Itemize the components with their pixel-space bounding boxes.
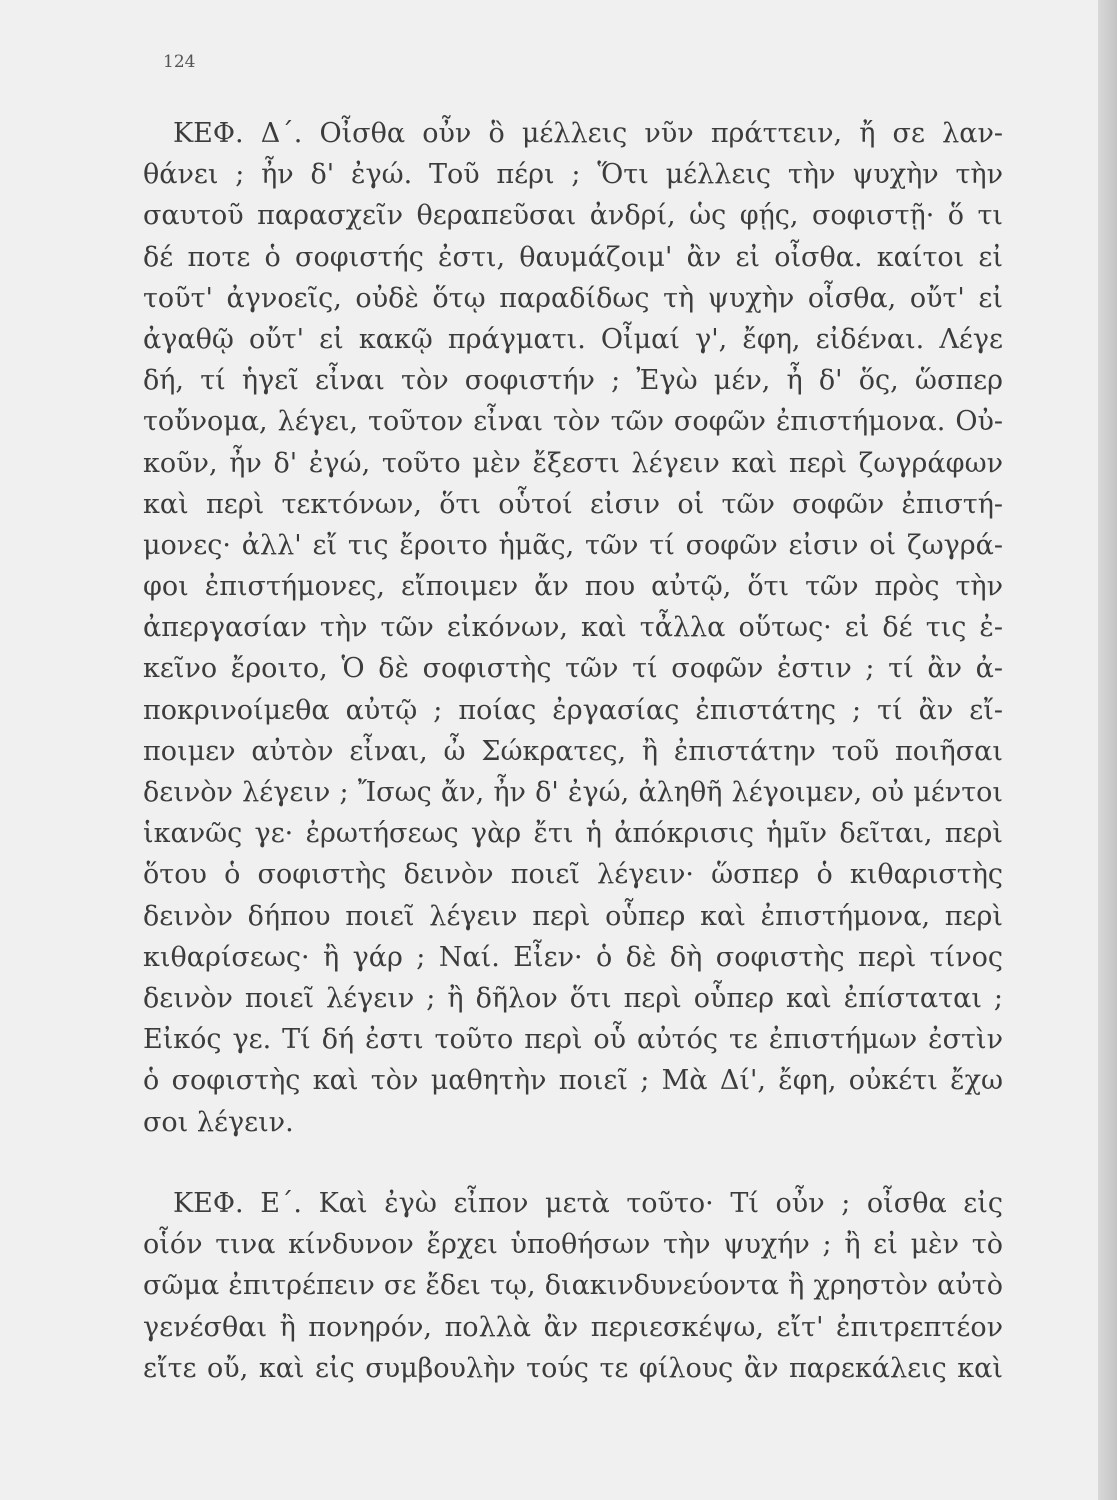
text-line: δεινὸν λέγειν ; Ἴσως ἄν, ἦν δ' ἐγώ, ἀληθῆ λέγοιμεν, οὐ μέντοι <box>143 777 1003 808</box>
text-line: γενέσθαι ἢ πονηρόν, πολλὰ ἂν περιεσκέψω, εἴτ' ἐπιτρεπτέον <box>143 1311 1003 1343</box>
text-line: μονες· ἀλλ' εἴ τις ἔροιτο ἡμᾶς, τῶν τί σοφῶν εἰσιν οἱ ζωγρά- <box>143 529 1003 561</box>
text-line: ἀγαθῷ οὔτ' εἰ κακῷ πράγματι. Οἶμαί γ', ἔφη, εἰδέναι. Λέγε <box>143 323 1003 355</box>
text-line: ΚΕΦ. Ε΄. Καὶ ἐγὼ εἶπον μετὰ τοῦτο· Τί οὖν ; οἶσθα εἰς <box>173 1188 1003 1219</box>
page-number: 124 <box>163 52 196 72</box>
chapter-5-paragraph <box>143 1183 1003 1389</box>
text-line: δεινὸν δήπου ποιεῖ λέγειν περὶ οὗπερ καὶ ἐπιστήμονα, περὶ <box>143 900 1003 932</box>
text-line: θάνει ; ἦν δ' ἐγώ. Τοῦ πέρι ; Ὅτι μέλλεις τὴν ψυχὴν τὴν <box>143 159 1003 191</box>
text-line: καὶ περὶ τεκτόνων, ὅτι οὗτοί εἰσιν οἱ τῶν σοφῶν ἐπιστή- <box>143 488 1003 520</box>
text-line: ποιμεν αὐτὸν εἶναι, ὦ Σώκρατες, ἢ ἐπιστάτην τοῦ ποιῆσαι <box>143 735 1003 767</box>
text-line: δεινὸν ποιεῖ λέγειν ; ἢ δῆλον ὅτι περὶ οὗπερ καὶ ἐπίσταται ; <box>143 982 1003 1014</box>
chapter-4-paragraph <box>143 113 1003 1143</box>
text-line: κιθαρίσεως· ἢ γάρ ; Ναί. Εἶεν· ὁ δὲ δὴ σοφιστὴς περὶ τίνος <box>143 941 1003 973</box>
text-line: ποκρινοίμεθα αὐτῷ ; ποίας ἐργασίας ἐπιστάτης ; τί ἂν εἴ- <box>143 694 1003 726</box>
text-line: ὅτου ὁ σοφιστὴς δεινὸν ποιεῖ λέγειν· ὥσπερ ὁ κιθαριστὴς <box>143 859 1003 891</box>
text-line: ὁ σοφιστὴς καὶ τὸν μαθητὴν ποιεῖ ; Μὰ Δί', ἔφη, οὐκέτι ἔχω <box>143 1065 1003 1097</box>
text-line: ΚΕΦ. Δ΄. Οἶσθα οὖν ὃ μέλλεις νῦν πράττειν, ἤ σε λαν- <box>173 118 1003 149</box>
text-line: κοῦν, ἦν δ' ἐγώ, τοῦτο μὲν ἔξεστι λέγειν καὶ περὶ ζωγράφων <box>143 447 1003 479</box>
text-line: ἀπεργασίαν τὴν τῶν εἰκόνων, καὶ τἆλλα οὕτως· εἰ δέ τις ἐ- <box>143 612 1003 644</box>
text-line: οἷόν τινα κίνδυνον ἔρχει ὑποθήσων τὴν ψυχήν ; ἢ εἰ μὲν τὸ <box>143 1229 1003 1261</box>
text-line: δέ ποτε ὁ σοφιστής ἐστι, θαυμάζοιμ' ἂν εἰ οἶσθα. καίτοι εἰ <box>143 241 1003 273</box>
text-line: δή, τί ἡγεῖ εἶναι τὸν σοφιστήν ; Ἐγὼ μέν, ἦ δ' ὅς, ὥσπερ <box>143 365 1003 397</box>
book-spine-shadow <box>1098 0 1117 1500</box>
text-line: σαυτοῦ παρασχεῖν θεραπεῦσαι ἀνδρί, ὡς φῄς, σοφιστῇ· ὅ τι <box>143 200 1003 232</box>
text-line: εἴτε οὔ, καὶ εἰς συμβουλὴν τούς τε φίλους ἂν παρεκάλεις καὶ <box>143 1352 1003 1384</box>
text-line: Εἰκός γε. Τί δή ἐστι τοῦτο περὶ οὗ αὐτός τε ἐπιστήμων ἐστὶν <box>143 1024 1003 1056</box>
text-line: σῶμα ἐπιτρέπειν σε ἔδει τῳ, διακινδυνεύοντα ἢ χρηστὸν αὐτὸ <box>143 1270 1003 1302</box>
text-line: σοι λέγειν. <box>143 1106 294 1138</box>
text-line: φοι ἐπιστήμονες, εἴποιμεν ἄν που αὐτῷ, ὅτι τῶν πρὸς τὴν <box>143 571 1003 603</box>
text-line: τοῦτ' ἀγνοεῖς, οὐδὲ ὅτῳ παραδίδως τὴ ψυχὴν οἶσθα, οὔτ' εἰ <box>143 282 1003 314</box>
text-line: κεῖνο ἔροιτο, Ὁ δὲ σοφιστὴς τῶν τί σοφῶν ἐστιν ; τί ἂν ἀ- <box>143 653 1003 685</box>
text-line: ἱκανῶς γε· ἐρωτήσεως γὰρ ἔτι ἡ ἀπόκρισις ἡμῖν δεῖται, περὶ <box>143 818 1003 850</box>
text-line: τοὔνομα, λέγει, τοῦτον εἶναι τὸν τῶν σοφῶν ἐπιστήμονα. Οὐ- <box>143 406 1003 438</box>
